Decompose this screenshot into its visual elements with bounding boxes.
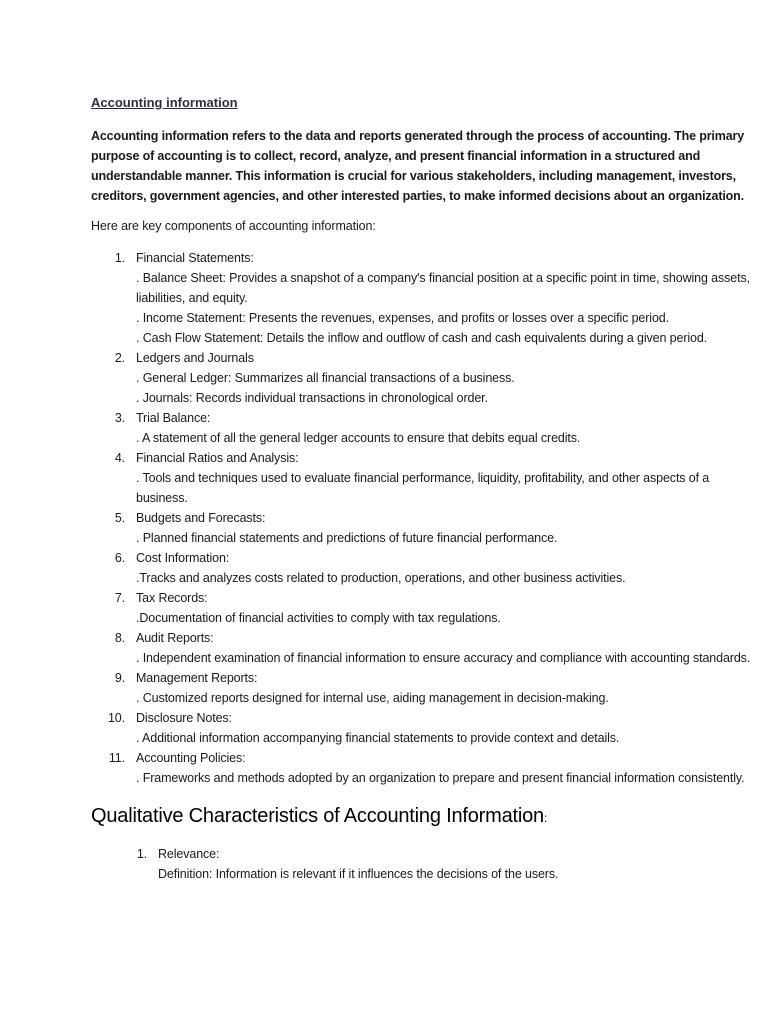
- components-list: [91, 248, 763, 788]
- list-item-detail: . Additional information accompanying financial statements to provide context and details.: [136, 731, 620, 745]
- list-number: 1.: [114, 251, 125, 265]
- list-item-title: Disclosure Notes:: [136, 711, 232, 725]
- list-item-detail: . Independent examination of financial information to ensure accuracy and compliance with accounting standards.: [136, 651, 751, 665]
- list-item-title: Trial Balance:: [136, 411, 211, 425]
- list-number: 3.: [114, 411, 125, 425]
- list-item-title: Financial Ratios and Analysis:: [136, 451, 299, 465]
- intro-paragraph: Accounting information refers to the data and reports generated through the process of accounting. The primary purpose of accounting is to collect, record, analyze, and present financial information in a structured and understandable manner. This information is crucial for various stakeholders, including management, investors, creditors, government agencies, and other interested parties, to make informed decisions about an organization.: [91, 129, 745, 203]
- list-item: [91, 508, 763, 548]
- list-item: [91, 348, 763, 408]
- list-item: [113, 844, 763, 884]
- list-number: 1.: [136, 847, 147, 861]
- list-item: [91, 708, 763, 748]
- qualitative-heading-text: Qualitative Characteristics of Accounting Information: [91, 805, 544, 827]
- list-item-title: Management Reports:: [136, 671, 258, 685]
- list-item-title: Relevance:: [158, 847, 220, 861]
- list-item-detail: . Customized reports designed for internal use, aiding management in decision-making.: [136, 691, 609, 705]
- list-number: 4.: [114, 451, 125, 465]
- list-item-detail: . Tools and techniques used to evaluate financial performance, liquidity, profitability, and other aspects of a business.: [136, 471, 710, 505]
- list-number: 2.: [114, 351, 125, 365]
- components-lead: Here are key components of accounting information:: [91, 219, 376, 233]
- list-item: [91, 748, 763, 788]
- list-item-title: Financial Statements:: [136, 251, 254, 265]
- qualitative-heading-colon: :: [543, 811, 548, 825]
- qualitative-list: [91, 844, 763, 884]
- list-item-title: Audit Reports:: [136, 631, 214, 645]
- list-item-title: Accounting Policies:: [136, 751, 246, 765]
- list-item: [91, 448, 763, 508]
- list-item-title: Tax Records:: [136, 591, 208, 605]
- list-item-detail: . A statement of all the general ledger accounts to ensure that debits equal credits.: [136, 431, 581, 445]
- list-item-detail: . Journals: Records individual transactions in chronological order.: [136, 391, 488, 405]
- list-item-title: Cost Information:: [136, 551, 230, 565]
- list-number: 9.: [114, 671, 125, 685]
- list-number: 6.: [114, 551, 125, 565]
- list-item-title: Budgets and Forecasts:: [136, 511, 266, 525]
- list-item-title: Ledgers and Journals: [136, 351, 254, 365]
- section-title: Accounting information: [91, 95, 238, 110]
- list-item: [91, 408, 763, 448]
- list-item-detail: .Documentation of financial activities to comply with tax regulations.: [136, 611, 501, 625]
- qualitative-heading: [91, 802, 763, 832]
- list-item: [91, 588, 763, 628]
- list-item-detail: . Balance Sheet: Provides a snapshot of a company's financial position at a specific point in time, showing assets, liabilities, and equity.: [136, 271, 750, 305]
- document-page: [91, 94, 763, 884]
- list-number: 7.: [114, 591, 125, 605]
- list-item-detail: .Tracks and analyzes costs related to production, operations, and other business activities.: [136, 571, 626, 585]
- list-item: [91, 248, 763, 348]
- list-item-detail: . Cash Flow Statement: Details the inflow and outflow of cash and cash equivalents during a given period.: [136, 331, 708, 345]
- list-item-detail: . Planned financial statements and predictions of future financial performance.: [136, 531, 558, 545]
- list-item-detail: . General Ledger: Summarizes all financial transactions of a business.: [136, 371, 515, 385]
- list-number: 8.: [114, 631, 125, 645]
- list-number: 11.: [108, 751, 125, 765]
- list-item: [91, 668, 763, 708]
- list-item-detail: . Frameworks and methods adopted by an organization to prepare and present financial information consistently.: [136, 771, 745, 785]
- list-number: 10.: [107, 711, 125, 725]
- list-item: [91, 548, 763, 588]
- list-number: 5.: [114, 511, 125, 525]
- list-item-detail: . Income Statement: Presents the revenues, expenses, and profits or losses over a specific period.: [136, 311, 669, 325]
- list-item: [91, 628, 763, 668]
- list-item-detail: Definition: Information is relevant if it influences the decisions of the users.: [158, 867, 559, 881]
